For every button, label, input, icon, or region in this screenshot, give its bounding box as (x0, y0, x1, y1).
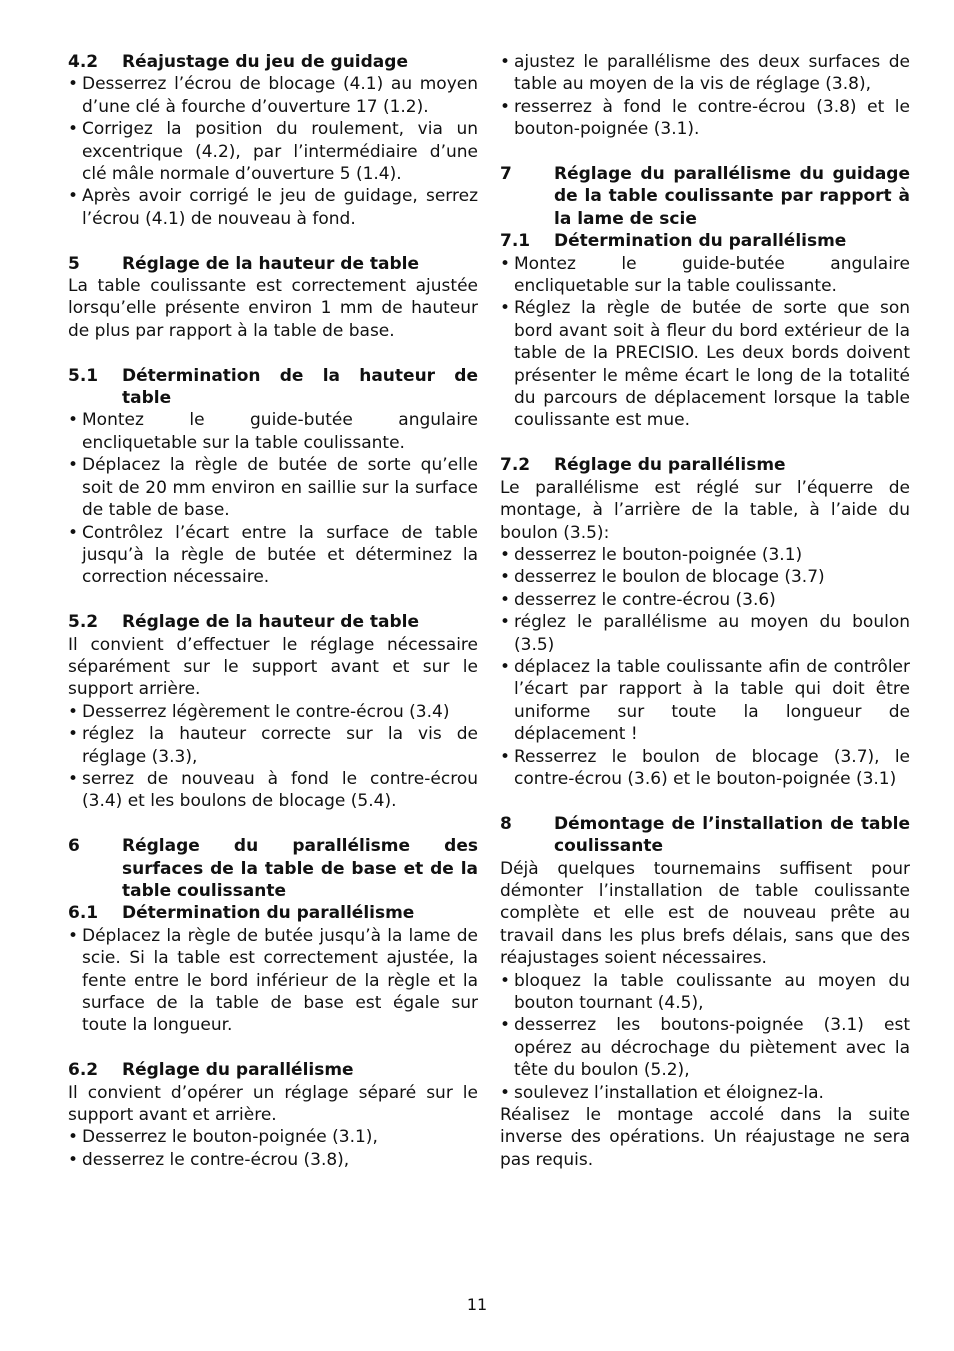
heading-number: 5.1 (68, 365, 99, 386)
heading-title: Réglage du parallélisme (122, 1060, 354, 1081)
list-5-1 (68, 409, 478, 588)
paragraph-7-2: Le parallélisme est réglé sur l’équerre de montage, à l’arrière de la table, à l’aide du boulon (3.5): (500, 477, 910, 543)
heading-title: Détermination de la hauteur de table (122, 365, 478, 409)
heading-7-1 (500, 230, 910, 252)
paragraph-8-closing: Réalisez le montage accolé dans la suite inverse des opérations. Un réajustage ne sera pas requis. (500, 1105, 910, 1170)
heading-5-1 (68, 365, 478, 410)
list-item: • Après avoir corrigé le jeu de guidage, serrez l’écrou (4.1) de nouveau à fond. (68, 185, 478, 230)
list-item: • réglez le parallélisme au moyen du boulon (3.5) (500, 611, 910, 656)
heading-5 (68, 253, 478, 275)
list-item: • Desserrez l’écrou de blocage (4.1) au moyen d’une clé à fourche d’ouverture 17 (1.2). (68, 73, 478, 118)
heading-number: 4.2 (68, 52, 99, 72)
heading-number: 7.2 (500, 455, 531, 476)
heading-6-1 (68, 902, 478, 924)
heading-6-2 (68, 1059, 478, 1081)
heading-4-2 (68, 51, 478, 73)
list-item: • Resserrez le boulon de blocage (3.7), le contre-écrou (3.6) et le bouton-poignée (3.1) (500, 746, 910, 791)
list-7-2 (500, 544, 910, 790)
list-6-1 (68, 925, 478, 1037)
paragraph-5: La table coulissante est correctement ajustée lorsqu’elle présente environ 1 mm de hauteur de plus par rapport à la table de base. (68, 276, 478, 341)
list-item: • desserrez le contre-écrou (3.6) (500, 589, 910, 611)
heading-title: Démontage de l’installation de table coulissante (554, 813, 910, 857)
list-item: • Montez le guide-butée angulaire encliquetable sur la table coulissante. (500, 253, 910, 298)
list-item: • resserrez à fond le contre-écrou (3.8) et le bouton-poignée (3.1). (500, 96, 910, 141)
heading-number: 5 (68, 253, 80, 274)
heading-title: Détermination du parallélisme (554, 231, 847, 252)
heading-title: Réglage de la hauteur de table (122, 612, 420, 633)
list-6-2 (68, 1126, 478, 1171)
paragraph-5-2: Il convient d’effectuer le réglage nécessaire séparément sur le support avant et sur le support arrière. (68, 634, 478, 700)
list-item: • bloquez la table coulissante au moyen du bouton tournant (4.5), (500, 970, 910, 1015)
list-item: • réglez la hauteur correcte sur la vis de réglage (3.3), (68, 723, 478, 768)
list-item: • déplacez la table coulissante afin de contrôler l’écart par rapport à la table qui doit être uniforme sur toute la longueur de déplacement ! (500, 656, 910, 746)
heading-number: 7.1 (500, 231, 531, 252)
heading-number: 6.2 (68, 1060, 99, 1081)
list-item: • Réglez la règle de butée de sorte que son bord avant soit à fleur du bord extérieur de la table de la PRECISIO. Les deux bords doivent présenter le même écart le long de la totalité du parcours de déplacement lorsque la table coulissante est mue. (500, 297, 910, 431)
list-4-2 (68, 73, 478, 230)
heading-title: Réglage du parallélisme (554, 455, 786, 476)
heading-8 (500, 813, 910, 858)
list-item: • soulevez l’installation et éloignez-la. (500, 1082, 910, 1104)
list-item: • Déplacez la règle de butée de sorte qu’elle soit de 20 mm environ en saillie sur la surface de table de base. (68, 454, 478, 521)
heading-number: 5.2 (68, 612, 99, 633)
page-number: 11 (466, 1295, 488, 1314)
list-item: • Montez le guide-butée angulaire encliquetable sur la table coulissante. (68, 409, 478, 454)
list-item: • desserrez le contre-écrou (3.8), (68, 1149, 478, 1171)
list-item: • desserrez les boutons-poignée (3.1) est opérez au décrochage du piètement avec la tête du boulon (5.2), (500, 1014, 910, 1081)
heading-6 (68, 835, 478, 902)
heading-7 (500, 163, 910, 230)
list-item: • Desserrez le bouton-poignée (3.1), (68, 1126, 478, 1148)
heading-number: 6 (68, 836, 80, 857)
heading-5-2 (68, 611, 478, 633)
heading-7-2 (500, 454, 910, 476)
list-6-2-continued (500, 51, 910, 141)
list-item: • Déplacez la règle de butée jusqu’à la lame de scie. Si la table est correctement ajustée, la fente entre le bord inférieur de la règle et la surface de la table de base est égale sur toute la longueur. (68, 925, 478, 1037)
heading-number: 8 (500, 813, 512, 834)
left-column (68, 51, 478, 1171)
paragraph-8: Déjà quelques tournemains suffisent pour démonter l’installation de table coulissante complète et elle est de nouveau prête au travail dans les plus brefs délais, sans que des réajustages soient nécessaires. (500, 858, 910, 969)
heading-number: 7 (500, 164, 512, 185)
heading-title: Réajustage du jeu de guidage (122, 52, 408, 72)
list-item: • desserrez le boulon de blocage (3.7) (500, 566, 910, 588)
heading-number: 6.1 (68, 903, 99, 924)
list-7-1 (500, 253, 910, 432)
paragraph-6-2: Il convient d’opérer un réglage séparé sur le support avant et arrière. (68, 1082, 478, 1126)
list-item: • Desserrez légèrement le contre-écrou (3.4) (68, 701, 478, 723)
heading-title: Réglage du parallélisme du guidage de la table coulissante par rapport à la lame de scie (554, 164, 910, 229)
list-5-2 (68, 701, 478, 813)
right-column (500, 51, 910, 1171)
list-item: • Contrôlez l’écart entre la surface de table jusqu’à la règle de butée et déterminez la correction nécessaire. (68, 522, 478, 589)
list-item: • Corrigez la position du roulement, via un excentrique (4.2), par l’intermédiaire d’une clé mâle normale d’ouverture 5 (1.4). (68, 118, 478, 185)
list-item: • ajustez le parallélisme des deux surfaces de table au moyen de la vis de réglage (3.8), (500, 51, 910, 96)
list-8 (500, 970, 910, 1104)
heading-title: Détermination du parallélisme (122, 903, 415, 924)
heading-title: Réglage de la hauteur de table (122, 253, 420, 274)
heading-title: Réglage du parallélisme des surfaces de la table de base et de la table coulissante (122, 836, 478, 901)
list-item: • desserrez le bouton-poignée (3.1) (500, 544, 910, 566)
list-item: • serrez de nouveau à fond le contre-écrou (3.4) et les boulons de blocage (5.4). (68, 768, 478, 813)
